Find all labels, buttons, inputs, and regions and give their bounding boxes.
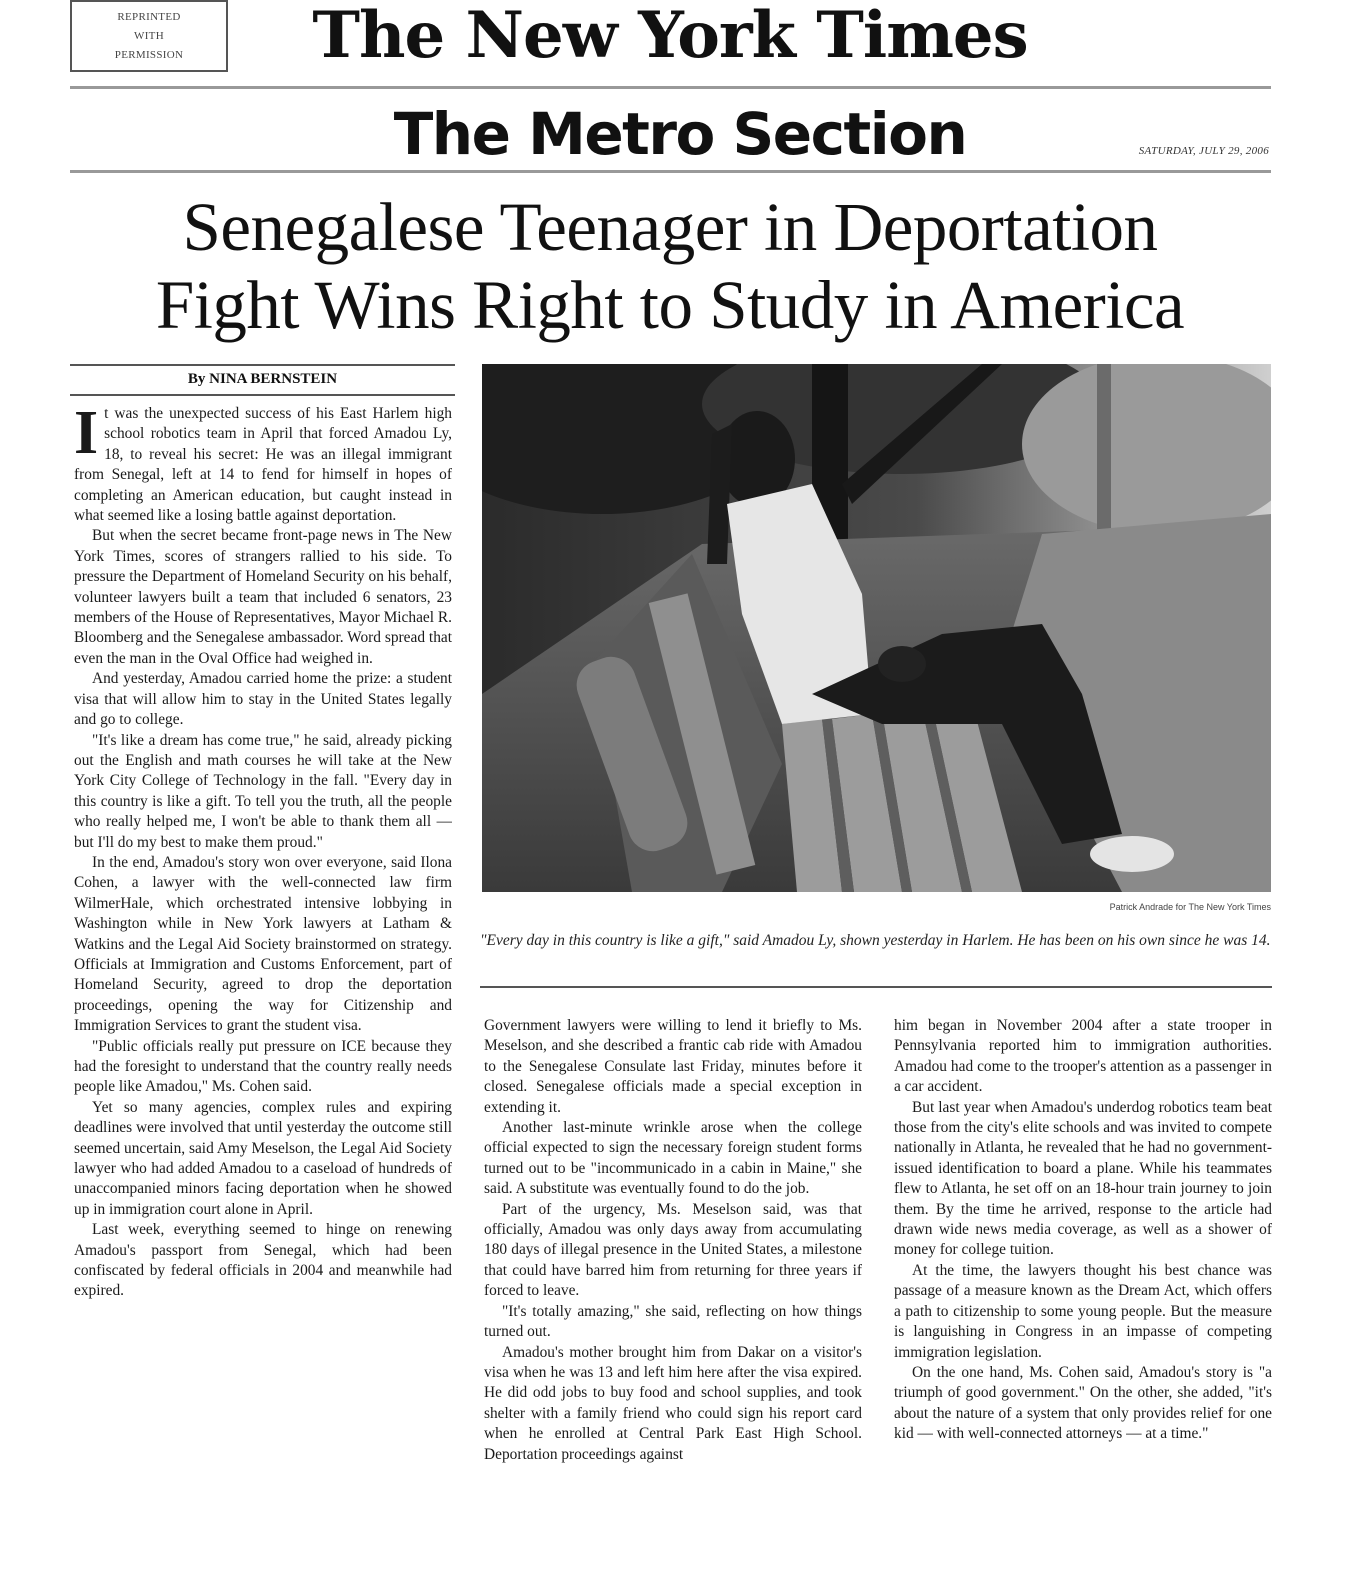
- stamp-line: REPRINTED: [117, 10, 181, 23]
- paragraph: On the one hand, Ms. Cohen said, Amadou's story is "a triumph of good government." On the other, she added, "it's about the nature of a system that only provides relief for one kid — with well-connected attorneys — at a time.": [894, 1363, 1272, 1443]
- paragraph: But last year when Amadou's underdog robotics team beat those from the city's elite schools and was invited to compete nationally in Atlanta, he revealed that he had no government-issued identification to board a plane. While his teammates flew to Atlanta, he set off on an 18-hour train journey to join them. By the time he arrived, response to the article had drawn wide news media coverage, as well as a shower of money for college tuition.: [894, 1098, 1272, 1259]
- byline-rule-top: [70, 364, 455, 366]
- headline: [60, 188, 1280, 344]
- paragraph: Last week, everything seemed to hinge on renewing Amadou's passport from Senegal, which had been confiscated by federal officials in 2004 and meanwhile had expired.: [74, 1221, 452, 1300]
- headline-line-2: Fight Wins Right to Study in America: [155, 267, 1185, 343]
- issue-date: SATURDAY, JULY 29, 2006: [1138, 145, 1269, 157]
- photo-park-bench: [482, 364, 1271, 892]
- paragraph: t was the unexpected success of his East Harlem high school robotics team in April that forced Amadou Ly, 18, to reveal his secret: He was an illegal immigrant from Senegal, left at 14 to fend for himself in hopes of completing an American education, but caught instead in what seemed like a losing battle against deportation.: [74, 405, 452, 525]
- article-column-2: [484, 1016, 862, 1582]
- article-photo: [482, 364, 1271, 892]
- paragraph: But when the secret became front-page news in The New York Times, scores of strangers rallied to his side. To pressure the Department of Homeland Security on his behalf, volunteer lawyers built a team that included 6 senators, 23 members of the House of Representatives, Mayor Michael R. Bloomberg and the Senegalese ambassador. Word spread that even the man in the Oval Office had weighed in.: [74, 527, 452, 667]
- article-column-3: [894, 1016, 1272, 1582]
- caption-rule: [480, 986, 1272, 988]
- reprint-stamp: [70, 0, 228, 72]
- section-rule: [70, 170, 1271, 173]
- paragraph: At the time, the lawyers thought his best chance was passage of a measure known as the Dream Act, which offers a path to citizenship to some young people. But the measure is languishing in Congress in an impasse of competing immigration legislation.: [894, 1261, 1272, 1361]
- paragraph: "Public officials really put pressure on ICE because they had the foresight to understand that the country really needs people like Amadou," Ms. Cohen said.: [74, 1037, 452, 1096]
- paragraph: Yet so many agencies, complex rules and expiring deadlines were involved that until yesterday the outcome still seemed uncertain, said Amy Meselson, the Legal Aid Society lawyer who had added Amadou to a caseload of hundreds of unaccompanied minors facing deportation when he showed up in immigration court alone in April.: [74, 1098, 452, 1218]
- paragraph: Government lawyers were willing to lend it briefly to Ms. Meselson, and she described a frantic cab ride with Amadou to the Senegalese Consulate last Friday, minutes before it closed. Senegalese officials made a special exception in extending it.: [484, 1017, 862, 1116]
- paragraph: In the end, Amadou's story won over everyone, said Ilona Cohen, a lawyer with the well-connected law firm WilmerHale, which orchestrated intensive lobbying in Washington while in New York lawyers at Latham & Watkins and the Legal Aid Society brainstormed on strategy. Officials at Immigration and Customs Enforcement, part of Homeland Security, agreed to drop the deportation proceedings, opening the way for Citizenship and Immigration Services to grant the student visa.: [74, 853, 452, 1035]
- paragraph: Another last-minute wrinkle arose when the college official expected to sign the necessary foreign student forms turned out to be "incommunicado in a cabin in Maine," she said. A substitute was eventually found to do the job.: [484, 1119, 862, 1198]
- paragraph: "It's totally amazing," she said, reflecting on how things turned out.: [484, 1302, 862, 1341]
- paragraph: Part of the urgency, Ms. Meselson said, was that officially, Amadou was only days away from accumulating 180 days of illegal presence in the United States, a milestone that could have barred him from returning for three years if forced to leave.: [484, 1200, 862, 1300]
- paragraph: "It's like a dream has come true," he said, already picking out the English and math courses he will take at the New York City College of Technology in the fall. "Every day in this country is like a gift. To tell you the truth, all the people who really helped me, I won't be able to thank them all — but I'll do my best to make them proud.": [74, 731, 452, 851]
- stamp-line: PERMISSION: [114, 48, 184, 61]
- paragraph: Amadou's mother brought him from Dakar on a visitor's visa when he was 13 and left him here after the visa expired. He did odd jobs to buy food and school supplies, and took shelter with a family friend who could sign his report card when he enrolled at Central Park East High School. Deportation proceedings against: [484, 1343, 862, 1463]
- photo-credit: Patrick Andrade for The New York Times: [1109, 902, 1271, 912]
- headline-line-1: Senegalese Teenager in Deportation: [182, 189, 1158, 265]
- masthead: The New York Times: [312, 0, 1028, 73]
- stamp-line: WITH: [134, 29, 164, 42]
- paragraph: him began in November 2004 after a state trooper in Pennsylvania reported him to immigration authorities. Amadou had come to the trooper's attention as a passenger in a car accident.: [894, 1017, 1272, 1096]
- paragraph: And yesterday, Amadou carried home the prize: a student visa that will allow him to stay in the United States legally and go to college.: [74, 670, 452, 729]
- article-column-1: [74, 404, 452, 1582]
- section-title: The Metro Section: [393, 100, 967, 168]
- masthead-rule: [70, 86, 1271, 89]
- byline-rule-bottom: [70, 394, 455, 396]
- photo-caption: "Every day in this country is like a gift," said Amadou Ly, shown yesterday in Harlem. He has been on his own since he was 14.: [480, 932, 1271, 949]
- dropcap: I: [74, 404, 99, 467]
- byline: By NINA BERNSTEIN: [187, 371, 338, 387]
